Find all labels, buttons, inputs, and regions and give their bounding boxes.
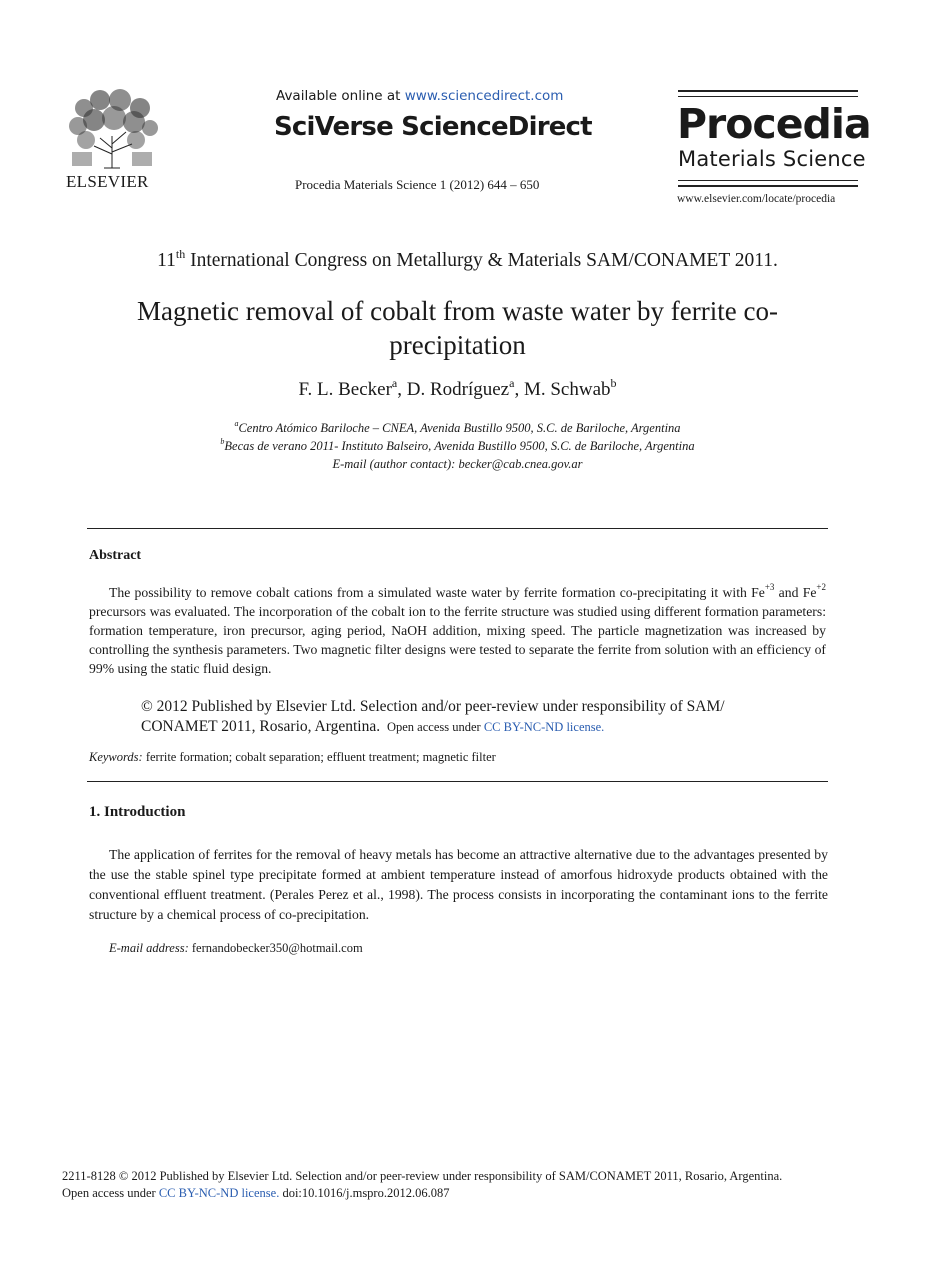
procedia-url[interactable]: www.elsevier.com/locate/procedia bbox=[677, 193, 836, 205]
affiliation-a: $^a$Centro Atómico Bariloche – CNEA, Avenida Bustillo 9500, S.C. de Bariloche, Argentina bbox=[234, 418, 681, 435]
author-1: F. L. Becker bbox=[298, 379, 392, 400]
introduction-heading: 1. Introduction bbox=[89, 804, 186, 820]
procedia-top-rule-2 bbox=[678, 96, 858, 97]
sciencedirect-link[interactable]: www.sciencedirect.com bbox=[404, 88, 564, 104]
elsevier-logo bbox=[64, 88, 160, 192]
affiliation-b: $^b$Becas de verano 2011- Instituto Balseiro, Avenida Bustillo 9500, S.C. de Bariloche, Argentina bbox=[220, 436, 695, 453]
email-address-note: E-mail address: fernandobecker350@hotmail.com bbox=[109, 941, 363, 955]
procedia-top-rule bbox=[678, 90, 858, 92]
abstract-top-rule bbox=[87, 528, 828, 529]
introduction-body: The application of ferrites for the removal of heavy metals has become an attractive alternative due to the advantages presented by the use the stable spinel type precipitate formed at ambient temperature instead of amorfous hidroxyde products obtained with the conventional effluent treatment. (Perales Perez et al., 1998). The process consists in incorporating the contaminant ions to the ferrite structure by a chemical process of co-precipitation. bbox=[89, 847, 828, 922]
keywords: Keywords: ferrite formation; cobalt separation; effluent treatment; magnetic filter bbox=[89, 750, 496, 764]
abstract-body: The possibility to remove cobalt cations from a simulated waste water by ferrite formation co-precipitating it with $Fe^{+3}$ and $Fe^{+2}$ precursors was evaluated. The incorporation of the cobalt ion to the ferrite structure was studied using different formation parameters: formation temperature, iron precursor, aging period, NaOH addition, mixing speed. The particle magnetization was increased by controlling the synthesis parameters. Two magnetic filter designs were tested to separate the ferrite from solution with an efficiency of 99% using the static fluid design. bbox=[89, 582, 826, 676]
procedia-bottom-rule-2 bbox=[678, 185, 858, 187]
footer-copyright: 2211-8128 © 2012 Published by Elsevier Ltd. Selection and/or peer-review under responsibility of SAM/CONAMET 2011, Rosario, Argentina. bbox=[62, 1169, 783, 1183]
license-link[interactable]: CC BY-NC-ND license. bbox=[483, 720, 605, 734]
procedia-title: Procedia bbox=[677, 100, 871, 148]
elsevier-wordmark: ELSEVIER bbox=[66, 172, 149, 191]
procedia-bottom-rule bbox=[678, 180, 858, 181]
paper-title: Magnetic removal of cobalt from waste water by ferrite co- precipitation bbox=[137, 296, 778, 360]
footer: 2211-8128 © 2012 Published by Elsevier Ltd. Selection and/or peer-review under responsibility of SAM/CONAMET 2011, Rosario, Argentina. Open access under CC BY-NC-ND license. doi:10.1016/j.mspro.2012.06.087 bbox=[62, 1168, 882, 1202]
footer-license-link[interactable]: CC BY-NC-ND license. bbox=[158, 1186, 280, 1200]
author-2: D. Rodríguez bbox=[406, 379, 510, 400]
elsevier-tree-icon bbox=[64, 88, 160, 170]
procedia-subtitle: Materials Science bbox=[678, 147, 866, 171]
available-online: Available online at www.sciencedirect.com bbox=[276, 88, 564, 104]
footer-doi: doi:10.1016/j.mspro.2012.06.087 bbox=[279, 1186, 450, 1200]
abstract-bottom-rule bbox=[87, 781, 828, 782]
journal-reference: Procedia Materials Science 1 (2012) 644 – 650 bbox=[295, 177, 540, 192]
congress-line: 11th International Congress on Metallurgy & Materials SAM/CONAMET 2011. bbox=[157, 246, 778, 271]
copyright-notice: © 2012 Published by Elsevier Ltd. Selection and/or peer-review under responsibility of SAM/ CONAMET 2011, Rosario, Argentina. Open access under CC BY-NC-ND license. bbox=[141, 698, 725, 735]
author-3: M. Schwab bbox=[523, 379, 611, 400]
sciverse-title: SciVerse ScienceDirect bbox=[274, 112, 592, 142]
authors: F. L. Becker$^a$, D. Rodríguez$^a$, M. Schwab$^b$ bbox=[298, 375, 617, 400]
abstract-heading: Abstract bbox=[89, 548, 142, 563]
author-email: E-mail (author contact): becker@cab.cnea.gov.ar bbox=[332, 457, 583, 471]
affiliations bbox=[0, 419, 915, 473]
